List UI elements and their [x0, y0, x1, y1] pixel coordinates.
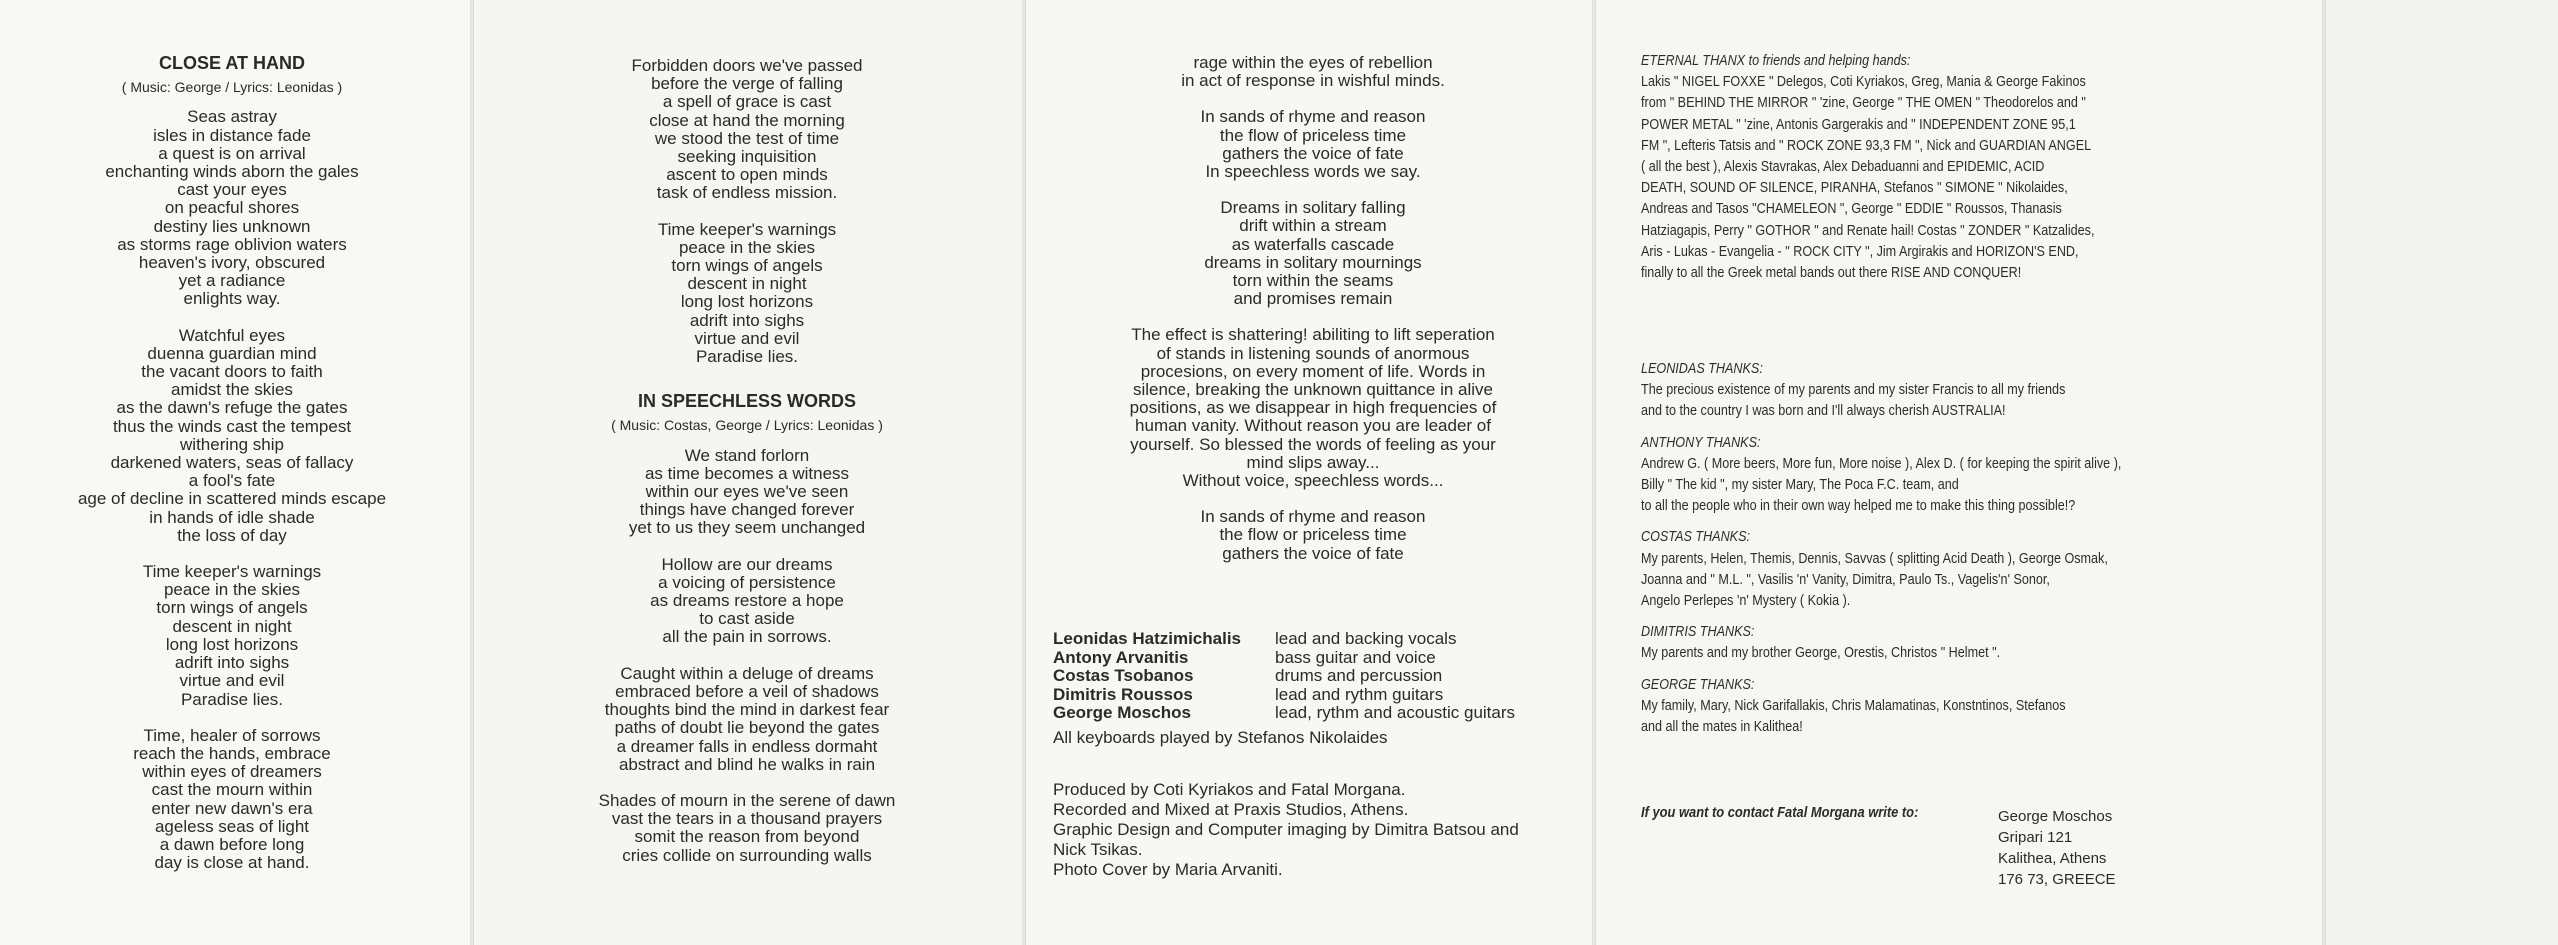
lyric-line: mind slips away... [1246, 452, 1380, 472]
lyric-line: Caught within a deluge of dreams [620, 663, 874, 683]
lyric-line: day is close at hand. [154, 853, 310, 873]
lyric-line: as dreams restore a hope [650, 591, 844, 611]
lyric-line: as storms rage oblivion waters [117, 234, 347, 254]
lyric-line: gathers the voice of fate [1222, 543, 1404, 563]
thanks-line: My family, Mary, Nick Garifallakis, Chris Malamatinas, Konstntinos, Stefanos [1641, 696, 2066, 714]
lyric-line: The effect is shattering! abiliting to lift seperation [1131, 325, 1495, 345]
stanza [20, 327, 444, 545]
member-role: lead and backing vocals [1275, 629, 1457, 648]
lyric-line: yet to us they seem unchanged [628, 518, 866, 538]
lyric-line: as the dawn's refuge the gates [116, 398, 348, 418]
lyric-line: torn wings of angels [671, 256, 823, 276]
thanks-group [1641, 674, 2213, 738]
lyric-line: to cast aside [699, 609, 795, 629]
thanks-line: My parents, Helen, Themis, Dennis, Savvas ( splitting Acid Death ), George Osmak, [1641, 549, 2108, 567]
stanza [497, 221, 997, 367]
thanks-line: and all the mates in Kalithea! [1641, 718, 1803, 736]
lyric-line: we stood the test of time [654, 128, 840, 148]
lyric-line: before the verge of falling [651, 74, 843, 94]
lineup-row [1053, 686, 1515, 705]
lyric-line: adrift into sighs [174, 653, 290, 673]
lyric-line: enter new dawn's era [151, 798, 313, 818]
lyric-line: dreams in solitary mournings [1204, 252, 1422, 272]
lyric-line: descent in night [687, 274, 807, 294]
lyric-line: descent in night [172, 616, 292, 636]
thanks-line: Angelo Perlepes 'n' Mystery ( Kokia ). [1641, 592, 1851, 610]
lyric-line: Time keeper's warnings [657, 219, 837, 239]
lyric-line: Forbidden doors we've passed [631, 56, 863, 75]
stanza [20, 108, 444, 308]
lyrics-body [497, 57, 997, 366]
credit-line: Produced by Coti Kyriakos and Fatal Morgana. [1053, 780, 1406, 799]
lyric-line: the vacant doors to faith [141, 362, 323, 382]
member-thanks [1641, 358, 2213, 747]
lyric-line: things have changed forever [639, 500, 855, 520]
lyric-line: torn within the seams [1232, 271, 1394, 291]
stanza [20, 727, 444, 873]
thanks-line: ( all the best ), Alexis Stavrakas, Alex Debaduanni and EPIDEMIC, ACID [1641, 158, 2045, 176]
stanza [1060, 508, 1566, 563]
lyric-line: In sands of rhyme and reason [1200, 507, 1426, 527]
lyric-line: amidst the skies [171, 380, 293, 400]
lyrics-body [1060, 54, 1566, 563]
lyric-line: virtue and evil [694, 328, 800, 348]
lyric-line: darkened waters, seas of fallacy [110, 453, 354, 473]
lyric-line: in hands of idle shade [149, 507, 315, 527]
lyric-line: within eyes of dreamers [142, 762, 322, 782]
thanks-line: to all the people who in their own way helped me to make this thing possible!? [1641, 497, 2076, 515]
member-name: Costas Tsobanos [1053, 666, 1194, 685]
lyric-line: yourself. So blessed the words of feeling as your [1130, 434, 1496, 454]
credit-line: Graphic Design and Computer imaging by Dimitra Batsou and [1053, 820, 1519, 839]
lyric-line: positions, as we disappear in high frequencies of [1129, 398, 1497, 418]
credit-line: Nick Tsikas. [1053, 840, 1143, 859]
band-lineup [1053, 630, 1515, 723]
address-line: 176 73, GREECE [1998, 871, 2116, 888]
lyric-line: peace in the skies [163, 580, 301, 600]
lyric-line: drift within a stream [1239, 216, 1387, 236]
fold-line [470, 0, 474, 945]
lyric-line: in act of response in wishful minds. [1181, 71, 1445, 91]
lyric-line: paths of doubt lie beyond the gates [614, 718, 880, 738]
speechless-words-lyrics-cont [1060, 54, 1566, 581]
thanks-heading: DIMITRIS THANKS: [1641, 623, 1755, 641]
lyric-line: the loss of day [177, 525, 287, 545]
stanza [497, 556, 997, 647]
thanks-heading: LEONIDAS THANKS: [1641, 360, 1763, 377]
lyric-line: the flow of priceless time [1219, 125, 1407, 145]
lyric-line: a fool's fate [188, 471, 276, 491]
lyric-line: heaven's ivory, obscured [138, 253, 326, 273]
thanks-heading: ANTHONY THANKS: [1641, 433, 1761, 451]
stanza [1060, 108, 1566, 181]
lyric-line: Paradise lies. [695, 347, 799, 367]
thanks-line: FM ", Lefteris Tatsis and " ROCK ZONE 93,3 FM ", Nick and GUARDIAN ANGEL [1641, 136, 2092, 154]
thanks-line: from " BEHIND THE MIRROR " 'zine, George " THE OMEN " Theodorelos and " [1641, 94, 2086, 112]
lyric-line: adrift into sighs [689, 310, 805, 330]
lyric-line: gathers the voice of fate [1222, 143, 1404, 163]
stanza [1060, 326, 1566, 490]
thanks-line: Andreas and Tasos "CHAMELEON ", George " EDDIE " Roussos, Thanasis [1641, 200, 2062, 218]
lyric-line: of stands in listening sounds of anormous [1156, 343, 1470, 363]
lyric-line: cast your eyes [177, 180, 287, 200]
thanks-body [1641, 71, 2181, 283]
lyric-line: Hollow are our dreams [661, 554, 833, 574]
lyric-line: a voicing of persistence [658, 572, 836, 592]
stanza [497, 447, 997, 538]
thanks-line: Joanna and " M.L. ", Vasilis 'n' Vanity, Dimitra, Paulo Ts., Vagelis'n' Sonor, [1641, 570, 2050, 588]
thanks-line: Lakis " NIGEL FOXXE " Delegos, Coti Kyriakos, Greg, Mania & George Fakinos [1641, 73, 2086, 91]
speechless-words-lyrics [497, 57, 997, 883]
song-title: CLOSE AT HAND [159, 53, 305, 73]
lyric-line: Shades of mourn in the serene of dawn [598, 790, 896, 810]
lyric-line: virtue and evil [179, 671, 285, 691]
lyric-line: cries collide on surrounding walls [622, 845, 872, 865]
lyric-line: destiny lies unknown [153, 216, 311, 236]
lyric-line: close at hand the morning [649, 110, 845, 130]
lyric-line: a dawn before long [159, 834, 305, 854]
lyrics-body [497, 447, 997, 865]
lyric-line: vast the tears in a thousand prayers [611, 809, 883, 829]
song-title: IN SPEECHLESS WORDS [637, 391, 857, 412]
stanza [497, 57, 997, 203]
lineup-row [1053, 649, 1515, 668]
credit-line: Recorded and Mixed at Praxis Studios, Athens. [1053, 800, 1409, 819]
eternal-thanks [1641, 50, 2181, 283]
song-credit: ( Music: George / Lyrics: Leonidas ) [121, 79, 343, 96]
lyric-line: yet a radiance [178, 271, 286, 291]
thanks-line: finally to all the Greek metal bands out there RISE AND CONQUER! [1641, 264, 2022, 282]
thanks-group [1641, 526, 2213, 611]
member-name: Antony Arvanitis [1053, 647, 1189, 667]
keyboards-credit: All keyboards played by Stefanos Nikolaides [1053, 728, 1388, 747]
lyric-line: a dreamer falls in endless dormaht [616, 736, 878, 756]
thanks-line: Billy " The kid ", my sister Mary, The Poca F.C. team, and [1641, 476, 1959, 494]
song-credit: ( Music: Costas, George / Lyrics: Leonidas ) [611, 417, 883, 434]
contact-label: If you want to contact Fatal Morgana write to: [1641, 804, 1919, 821]
thanks-line: My parents and my brother George, Orestis, Christos " Helmet ". [1641, 644, 2001, 662]
close-at-hand-lyrics [20, 54, 444, 890]
member-name: Dimitris Roussos [1053, 684, 1193, 704]
lyric-line: reach the hands, embrace [133, 743, 331, 763]
thanks-line: DEATH, SOUND OF SILENCE, PIRANHA, Stefanos " SIMONE " Nikolaides, [1641, 179, 2068, 197]
lyric-line: as waterfalls cascade [1231, 234, 1395, 254]
member-name: Leonidas Hatzimichalis [1053, 629, 1241, 648]
lyric-line: torn wings of angels [156, 598, 308, 618]
member-role: lead, rythm and acoustic guitars [1275, 703, 1516, 722]
lyric-line: Dreams in solitary falling [1220, 198, 1406, 218]
member-role: drums and percussion [1275, 666, 1443, 685]
thanks-line: Hatziagapis, Perry " GOTHOR " and Renate hail! Costas " ZONDER " Katzalides, [1641, 221, 2095, 239]
lyric-line: somit the reason from beyond [634, 827, 860, 847]
lyric-line: embraced before a veil of shadows [615, 681, 879, 701]
lyric-line: and promises remain [1233, 289, 1393, 309]
lyric-line: human vanity. Without reason you are leader of [1135, 416, 1491, 436]
lyric-line: seeking inquisition [677, 147, 817, 167]
thanks-heading: GEORGE THANKS: [1641, 675, 1755, 693]
lyric-line: peace in the skies [678, 237, 816, 257]
member-role: bass guitar and voice [1275, 647, 1436, 667]
lyric-line: isles in distance fade [153, 125, 311, 145]
contact-address [1998, 806, 2116, 890]
thanks-group [1641, 621, 2213, 663]
lyric-line: duenna guardian mind [147, 343, 317, 363]
lyric-line: as time becomes a witness [644, 463, 850, 483]
panel-blank [2326, 0, 2558, 945]
member-role: lead and rythm guitars [1275, 684, 1444, 704]
lyric-line: abstract and blind he walks in rain [618, 754, 876, 774]
thanks-line: The precious existence of my parents and my sister Francis to all my friends [1641, 381, 2066, 399]
lyric-line: a spell of grace is cast [662, 92, 832, 112]
thanks-line: POWER METAL " 'zine, Antonis Gargerakis and " INDEPENDENT ZONE 95,1 [1641, 115, 2076, 133]
thanks-heading: ETERNAL THANX to friends and helping hands: [1641, 52, 1911, 69]
lyric-line: withering ship [180, 434, 284, 454]
stanza [1060, 199, 1566, 308]
lyric-line: Watchful eyes [178, 325, 286, 345]
fold-line [2322, 0, 2326, 945]
lyric-line: Time keeper's warnings [142, 562, 322, 582]
lyric-line: silence, breaking the unknown quittance in alive [1132, 380, 1494, 400]
lyric-line: thoughts bind the mind in darkest fear [604, 700, 890, 720]
lyric-line: all the pain in sorrows. [662, 627, 832, 647]
thanks-line: Aris - Lukas - Evangelia - " ROCK CITY ", Jim Argirakis and HORIZON'S END, [1641, 242, 2079, 260]
fold-line [1592, 0, 1596, 945]
lyric-line: the flow or priceless time [1219, 525, 1407, 545]
lyric-line: We stand forlorn [684, 445, 810, 465]
lyric-line: thus the winds cast the tempest [112, 416, 352, 436]
address-line: Gripari 121 [1998, 829, 2073, 846]
stanza [1060, 54, 1566, 90]
lyric-line: rage within the eyes of rebellion [1193, 53, 1433, 72]
stanza [497, 792, 997, 865]
lyric-line: cast the mourn within [151, 780, 313, 800]
lyric-line: on peacful shores [164, 198, 300, 218]
address-line: Kalithea, Athens [1998, 850, 2107, 867]
thanks-group [1641, 432, 2213, 517]
stanza [20, 563, 444, 709]
lyric-line: procesions, on every moment of life. Words in [1140, 361, 1486, 381]
lyric-line: In sands of rhyme and reason [1200, 107, 1426, 127]
credit-line: Photo Cover by Maria Arvaniti. [1053, 860, 1283, 879]
lyric-line: Without voice, speechless words... [1182, 471, 1444, 491]
production-credits [1053, 780, 1519, 880]
thanks-line: and to the country I was born and I'll always cherish AUSTRALIA! [1641, 402, 2006, 420]
lineup-row [1053, 704, 1515, 723]
lyric-line: ageless seas of light [154, 816, 310, 836]
thanks-heading: COSTAS THANKS: [1641, 528, 1750, 546]
lyric-line: within our eyes we've seen [645, 482, 849, 502]
lyric-line: age of decline in scattered minds escape [77, 489, 387, 509]
fold-line [1022, 0, 1026, 945]
address-line: George Moschos [1998, 808, 2113, 825]
lyrics-body [20, 108, 444, 872]
lyric-line: task of endless mission. [656, 183, 838, 203]
thanks-line: Andrew G. ( More beers, More fun, More noise ), Alex D. ( for keeping the spirit alive ), [1641, 454, 2122, 472]
lyric-line: Paradise lies. [180, 689, 284, 709]
lineup-row [1053, 630, 1515, 649]
stanza [497, 665, 997, 774]
lyric-line: ascent to open minds [666, 165, 828, 185]
lyric-line: Time, healer of sorrows [143, 725, 321, 745]
lyric-line: long lost horizons [680, 292, 814, 312]
member-name: George Moschos [1053, 703, 1191, 722]
lyric-line: enchanting winds aborn the gales [105, 162, 359, 182]
lyric-line: Seas astray [187, 107, 277, 127]
lyric-line: enlights way. [183, 289, 281, 309]
lyric-line: a quest is on arrival [158, 143, 306, 163]
lyric-line: In speechless words we say. [1205, 162, 1421, 182]
lyric-line: long lost horizons [165, 634, 299, 654]
thanks-group [1641, 358, 2213, 422]
lineup-row [1053, 667, 1515, 686]
